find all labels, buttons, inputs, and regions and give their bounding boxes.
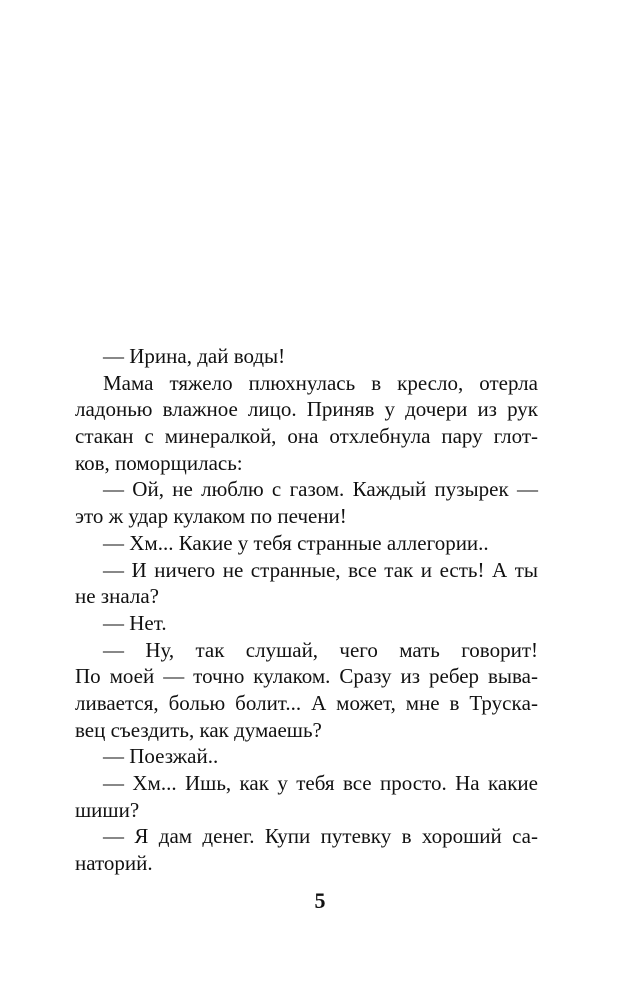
text-line: — Хм... Ишь, как у тебя все просто. На какие: [103, 771, 538, 795]
text-line: — Ирина, дай воды!: [103, 344, 286, 368]
text-line: — Хм... Какие у тебя странные аллегории..: [103, 530, 489, 555]
page-number: 5: [314, 888, 326, 913]
text-line: шиши?: [75, 797, 140, 822]
body-text: [75, 343, 538, 877]
text-line: — Я дам денег. Купи путевку в хороший са-: [103, 824, 538, 849]
text-line: ливается, болью болит... А может, мне в Трускa-: [75, 690, 538, 715]
text-line: — Поезжай..: [103, 744, 219, 769]
text-line: По моей — точно кулаком. Сразу из ребер выва-: [75, 664, 538, 689]
text-line: Мама тяжело плюхнулась в кресло, отерла: [103, 370, 538, 395]
text-line: не знала?: [75, 584, 159, 609]
text-line: вец съездить, как думаешь?: [75, 717, 322, 742]
text-line: стакан с минералкой, она отхлебнула пару глот-: [75, 424, 538, 449]
text-line: — И ничего не странные, все так и есть! А ты: [103, 557, 538, 582]
text-line: ладонью влажное лицо. Приняв у дочери из рук: [75, 397, 538, 422]
text-line: — Ну, так слушай, чего мать говорит!: [103, 637, 538, 662]
text-line: — Нет.: [103, 610, 167, 635]
text-line: наторий.: [75, 851, 153, 876]
text-line: ков, поморщилась:: [75, 450, 243, 475]
text-line: — Ой, не люблю с газом. Каждый пузырек —: [103, 477, 538, 502]
text-line: это ж удар кулаком по печени!: [75, 504, 347, 529]
